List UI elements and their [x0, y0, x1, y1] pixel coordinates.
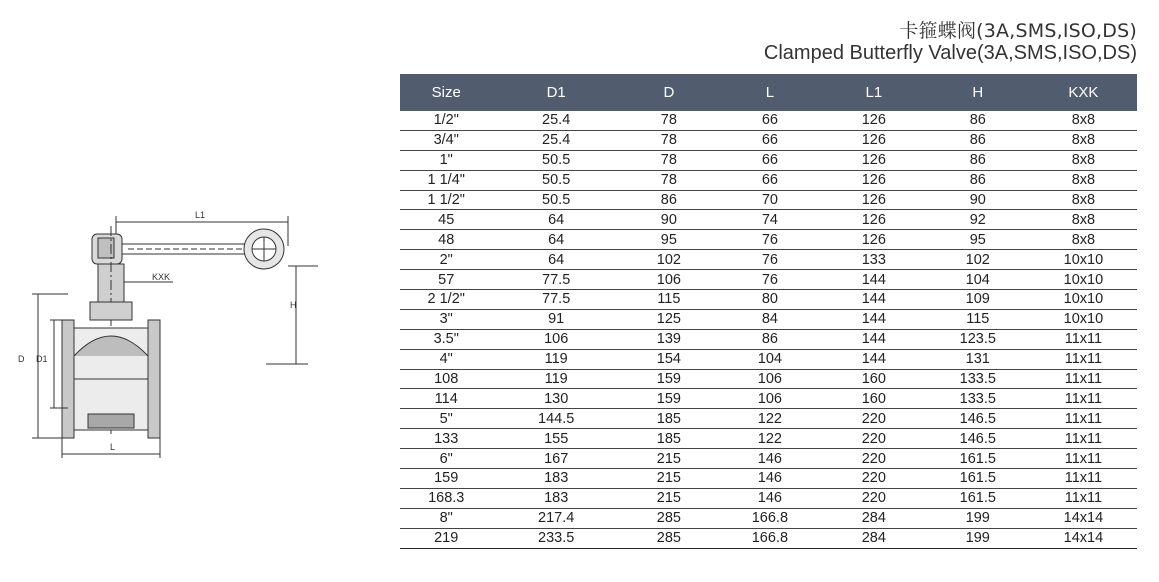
table-row	[400, 290, 1137, 310]
table-cell: 3.5"	[400, 329, 492, 349]
table-cell: 95	[620, 230, 718, 250]
header-h: H	[926, 74, 1030, 111]
valve-drawing	[18, 196, 318, 466]
table-row	[400, 210, 1137, 230]
table-cell: 11x11	[1030, 369, 1137, 389]
table-cell: 10x10	[1030, 290, 1137, 310]
table-cell: 220	[822, 409, 926, 429]
table-cell: 199	[926, 508, 1030, 528]
table-cell: 199	[926, 528, 1030, 548]
table-cell: 126	[822, 190, 926, 210]
table-cell: 183	[492, 488, 619, 508]
table-cell: 3"	[400, 309, 492, 329]
table-cell: 86	[926, 170, 1030, 190]
table-cell: 215	[620, 488, 718, 508]
table-cell: 106	[620, 270, 718, 290]
table-cell: 8x8	[1030, 210, 1137, 230]
table-row	[400, 389, 1137, 409]
table-row	[400, 150, 1137, 170]
table-body	[400, 111, 1137, 548]
table-cell: 11x11	[1030, 329, 1137, 349]
table-row	[400, 230, 1137, 250]
table-cell: 10x10	[1030, 270, 1137, 290]
table-cell: 217.4	[492, 508, 619, 528]
table-cell: 86	[926, 130, 1030, 150]
table-cell: 126	[822, 210, 926, 230]
table-cell: 219	[400, 528, 492, 548]
table-row	[400, 488, 1137, 508]
table-cell: 66	[718, 111, 822, 130]
table-cell: 1/2"	[400, 111, 492, 130]
table-cell: 131	[926, 349, 1030, 369]
table-cell: 144.5	[492, 409, 619, 429]
table-cell: 11x11	[1030, 429, 1137, 449]
drawing-label-d1: D1	[36, 354, 48, 364]
table-cell: 10x10	[1030, 309, 1137, 329]
table-cell: 11x11	[1030, 389, 1137, 409]
table-cell: 166.8	[718, 528, 822, 548]
table-cell: 108	[400, 369, 492, 389]
table-cell: 76	[718, 270, 822, 290]
table-cell: 78	[620, 150, 718, 170]
table-row	[400, 190, 1137, 210]
table-cell: 215	[620, 449, 718, 469]
table-cell: 233.5	[492, 528, 619, 548]
table-cell: 3/4"	[400, 130, 492, 150]
table-cell: 74	[718, 210, 822, 230]
table-cell: 119	[492, 349, 619, 369]
table-cell: 8"	[400, 508, 492, 528]
table-cell: 77.5	[492, 290, 619, 310]
table-cell: 1 1/2"	[400, 190, 492, 210]
table-cell: 285	[620, 508, 718, 528]
table-cell: 66	[718, 150, 822, 170]
table-cell: 146.5	[926, 429, 1030, 449]
table-cell: 115	[926, 309, 1030, 329]
drawing-label-l: L	[110, 442, 116, 452]
table-cell: 8x8	[1030, 170, 1137, 190]
table-cell: 64	[492, 210, 619, 230]
title-chinese: 卡箍蝶阀(3A,SMS,ISO,DS)	[899, 20, 1137, 42]
table-cell: 284	[822, 528, 926, 548]
table-cell: 2"	[400, 250, 492, 270]
table-cell: 92	[926, 210, 1030, 230]
table-cell: 45	[400, 210, 492, 230]
table-cell: 167	[492, 449, 619, 469]
table-cell: 76	[718, 250, 822, 270]
table-header-row	[400, 74, 1137, 111]
header-l1: L1	[822, 74, 926, 111]
table-cell: 126	[822, 170, 926, 190]
table-cell: 126	[822, 111, 926, 130]
table-cell: 146	[718, 488, 822, 508]
table-row	[400, 111, 1137, 130]
table-cell: 144	[822, 309, 926, 329]
table-cell: 146	[718, 469, 822, 489]
table-row	[400, 369, 1137, 389]
table-cell: 8x8	[1030, 130, 1137, 150]
table-cell: 185	[620, 429, 718, 449]
header-d: D	[620, 74, 718, 111]
table-cell: 50.5	[492, 170, 619, 190]
table-cell: 70	[718, 190, 822, 210]
header-l: L	[718, 74, 822, 111]
table-row	[400, 349, 1137, 369]
table-cell: 144	[822, 270, 926, 290]
table-cell: 160	[822, 389, 926, 409]
table-cell: 86	[718, 329, 822, 349]
table-cell: 102	[926, 250, 1030, 270]
table-row	[400, 250, 1137, 270]
table-cell: 106	[718, 369, 822, 389]
table-cell: 104	[718, 349, 822, 369]
table-cell: 144	[822, 290, 926, 310]
table-cell: 126	[822, 230, 926, 250]
table-row	[400, 130, 1137, 150]
table-cell: 133	[822, 250, 926, 270]
table-cell: 166.8	[718, 508, 822, 528]
table-cell: 220	[822, 469, 926, 489]
table-cell: 11x11	[1030, 349, 1137, 369]
table-cell: 133.5	[926, 389, 1030, 409]
table-cell: 106	[718, 389, 822, 409]
table-cell: 86	[926, 150, 1030, 170]
table-cell: 84	[718, 309, 822, 329]
table-cell: 66	[718, 170, 822, 190]
table-cell: 102	[620, 250, 718, 270]
table-cell: 155	[492, 429, 619, 449]
table-cell: 130	[492, 389, 619, 409]
table-cell: 115	[620, 290, 718, 310]
table-cell: 146	[718, 449, 822, 469]
table-cell: 160	[822, 369, 926, 389]
table-cell: 78	[620, 130, 718, 150]
drawing-label-d: D	[18, 354, 25, 364]
table-cell: 50.5	[492, 190, 619, 210]
table-cell: 57	[400, 270, 492, 290]
table-cell: 109	[926, 290, 1030, 310]
title-english: Clamped Butterfly Valve(3A,SMS,ISO,DS)	[763, 42, 1137, 64]
table-cell: 161.5	[926, 488, 1030, 508]
table-cell: 119	[492, 369, 619, 389]
table-cell: 133	[400, 429, 492, 449]
table-cell: 161.5	[926, 469, 1030, 489]
table-row	[400, 270, 1137, 290]
table-row	[400, 329, 1137, 349]
table-row	[400, 449, 1137, 469]
header-kxk: KXK	[1030, 74, 1137, 111]
table-cell: 122	[718, 409, 822, 429]
table-cell: 122	[718, 429, 822, 449]
table-cell: 6"	[400, 449, 492, 469]
table-cell: 11x11	[1030, 488, 1137, 508]
table-cell: 8x8	[1030, 190, 1137, 210]
table-cell: 78	[620, 111, 718, 130]
table-row	[400, 409, 1137, 429]
table-cell: 1"	[400, 150, 492, 170]
table-cell: 126	[822, 150, 926, 170]
table-cell: 64	[492, 250, 619, 270]
table-cell: 144	[822, 349, 926, 369]
table-row	[400, 429, 1137, 449]
header-d1: D1	[492, 74, 619, 111]
table-cell: 8x8	[1030, 150, 1137, 170]
table-cell: 144	[822, 329, 926, 349]
table-cell: 64	[492, 230, 619, 250]
table-row	[400, 528, 1137, 548]
table-cell: 11x11	[1030, 469, 1137, 489]
header-size: Size	[400, 74, 492, 111]
table-cell: 154	[620, 349, 718, 369]
table-cell: 123.5	[926, 329, 1030, 349]
table-cell: 11x11	[1030, 449, 1137, 469]
table-cell: 10x10	[1030, 250, 1137, 270]
table-cell: 106	[492, 329, 619, 349]
table-cell: 76	[718, 230, 822, 250]
table-cell: 2 1/2"	[400, 290, 492, 310]
table-cell: 183	[492, 469, 619, 489]
table-cell: 11x11	[1030, 409, 1137, 429]
table-cell: 66	[718, 130, 822, 150]
table-cell: 77.5	[492, 270, 619, 290]
table-cell: 215	[620, 469, 718, 489]
table-cell: 90	[926, 190, 1030, 210]
table-cell: 139	[620, 329, 718, 349]
table-cell: 25.4	[492, 130, 619, 150]
table-cell: 146.5	[926, 409, 1030, 429]
table-cell: 86	[926, 111, 1030, 130]
table-cell: 91	[492, 309, 619, 329]
table-cell: 161.5	[926, 449, 1030, 469]
table-cell: 284	[822, 508, 926, 528]
spec-table	[400, 74, 1137, 549]
table-cell: 168.3	[400, 488, 492, 508]
table-cell: 8x8	[1030, 111, 1137, 130]
table-cell: 14x14	[1030, 508, 1137, 528]
table-cell: 159	[620, 369, 718, 389]
table-cell: 78	[620, 170, 718, 190]
table-cell: 25.4	[492, 111, 619, 130]
table-cell: 80	[718, 290, 822, 310]
table-cell: 125	[620, 309, 718, 329]
table-cell: 220	[822, 449, 926, 469]
table-cell: 133.5	[926, 369, 1030, 389]
table-row	[400, 469, 1137, 489]
drawing-label-h: H	[290, 300, 297, 310]
table-cell: 5"	[400, 409, 492, 429]
table-cell: 159	[400, 469, 492, 489]
table-cell: 220	[822, 488, 926, 508]
table-row	[400, 508, 1137, 528]
table-cell: 50.5	[492, 150, 619, 170]
table-cell: 114	[400, 389, 492, 409]
table-row	[400, 170, 1137, 190]
table-cell: 14x14	[1030, 528, 1137, 548]
table-cell: 1 1/4"	[400, 170, 492, 190]
table-cell: 48	[400, 230, 492, 250]
table-cell: 8x8	[1030, 230, 1137, 250]
table-cell: 285	[620, 528, 718, 548]
table-cell: 4"	[400, 349, 492, 369]
drawing-label-l1: L1	[195, 210, 206, 220]
table-cell: 90	[620, 210, 718, 230]
drawing-label-kxk: KXK	[152, 272, 171, 282]
table-cell: 104	[926, 270, 1030, 290]
table-cell: 159	[620, 389, 718, 409]
table-row	[400, 309, 1137, 329]
table-cell: 185	[620, 409, 718, 429]
table-cell: 95	[926, 230, 1030, 250]
table-cell: 220	[822, 429, 926, 449]
table-cell: 126	[822, 130, 926, 150]
table-cell: 86	[620, 190, 718, 210]
